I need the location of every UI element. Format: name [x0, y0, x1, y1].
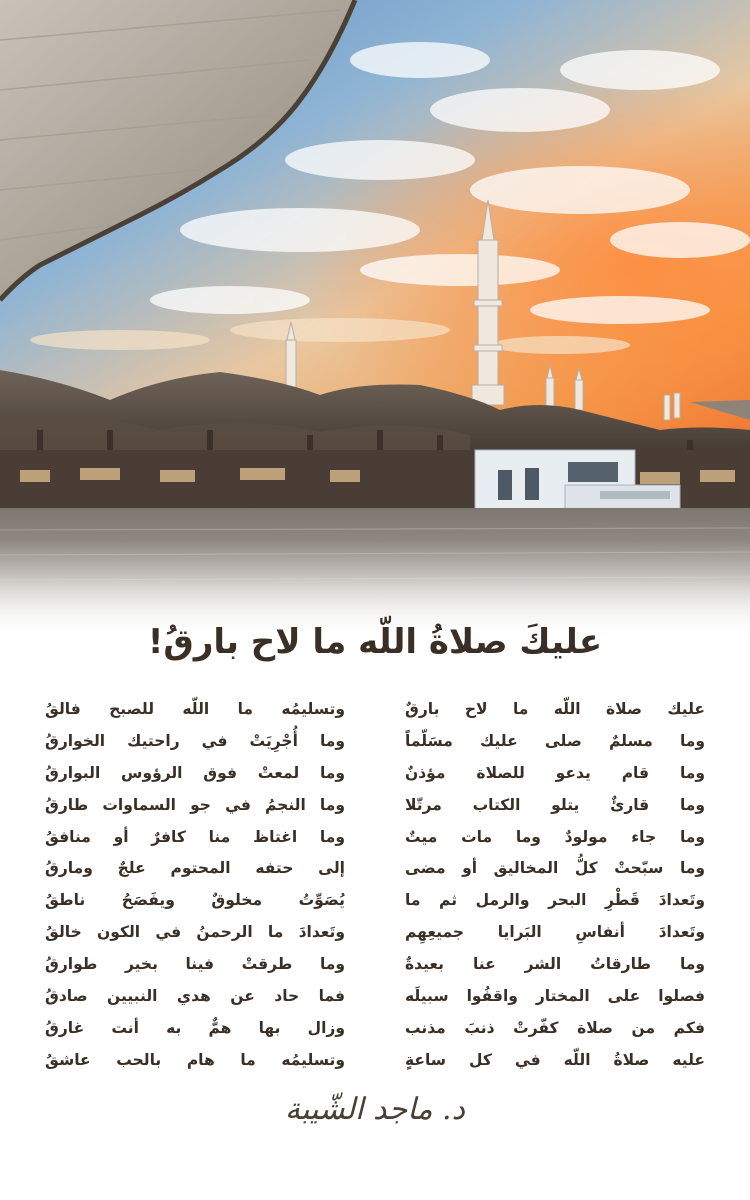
poem-line: فما حاد عن هدي النبيين صادقُ [45, 987, 345, 1006]
poem-line: وتسليمُه ما اللّه للصبح فالقُ [45, 700, 345, 718]
poem-line: وما قارئٌ يتلو الكتاب مرتّلا [405, 795, 705, 814]
poem-line: وتَعدادَ أنفاسِ البَرايا جميعِهِم [405, 923, 705, 942]
poem-line: وما جاء مولودٌ وما مات ميتٌ [405, 827, 705, 846]
poem-title: عليكَ صلاةُ اللّه ما لاح بارقُ! [147, 622, 603, 662]
poem-line: وما النجمُ في جو السماوات طارقُ [45, 795, 345, 814]
poem-line: وما أُجْرِيَتْ في راحتيك الخوارقُ [45, 731, 345, 750]
poem-line: فكم من صلاة كفّرتْ ذنبَ مذنب [405, 1018, 705, 1037]
poem-line: يُصَوِّتُ مخلوقٌ ويفَصَحُ ناطقُ [45, 891, 345, 910]
poem-line: وما طرقتْ فينا بخير طوارقُ [45, 955, 345, 974]
poem-line: وما لمعتْ فوق الرؤوس البوارقُ [45, 763, 345, 782]
poem-line: عليه صلاةُ اللّه في كل ساعةٍ [405, 1050, 705, 1069]
poem-right-column [405, 694, 705, 1077]
poem-line: وتسليمُه ما هام بالحب عاشقُ [45, 1050, 345, 1069]
poem-line: فصلوا على المختار واقفُوا سبيلَه [405, 987, 705, 1006]
poem-line: وما طارقاتُ الشر عنا بعيدةٌ [405, 955, 705, 974]
poem-line: وما مسلمٌ صلى عليك مسَلّماً [405, 731, 705, 750]
poem-line: وزال بها همٌّ به أنت غارقُ [45, 1018, 345, 1037]
poem-line: وتَعدادَ قَطْرِ البحر والرمل ثم ما [405, 891, 705, 910]
poem-line: وتَعدادَ ما الرحمنُ في الكون خالقُ [45, 923, 345, 942]
poem-line: وما اغتاظ منا كافرٌ أو منافقُ [45, 827, 345, 846]
poem-line: إلى حتفه المحتوم علجٌ ومارقُ [45, 859, 345, 878]
author-signature: د. ماجد الشّيبة [285, 1092, 465, 1127]
poem-line: وما قام يدعو للصلاة مؤذنٌ [405, 763, 705, 782]
poem-line: وما سبّحتْ كلُّ المخاليق أو مضى [405, 859, 705, 878]
poem-line: عليك صلاة اللّه ما لاح بارقٌ [405, 700, 705, 718]
poem-left-column [45, 694, 345, 1077]
